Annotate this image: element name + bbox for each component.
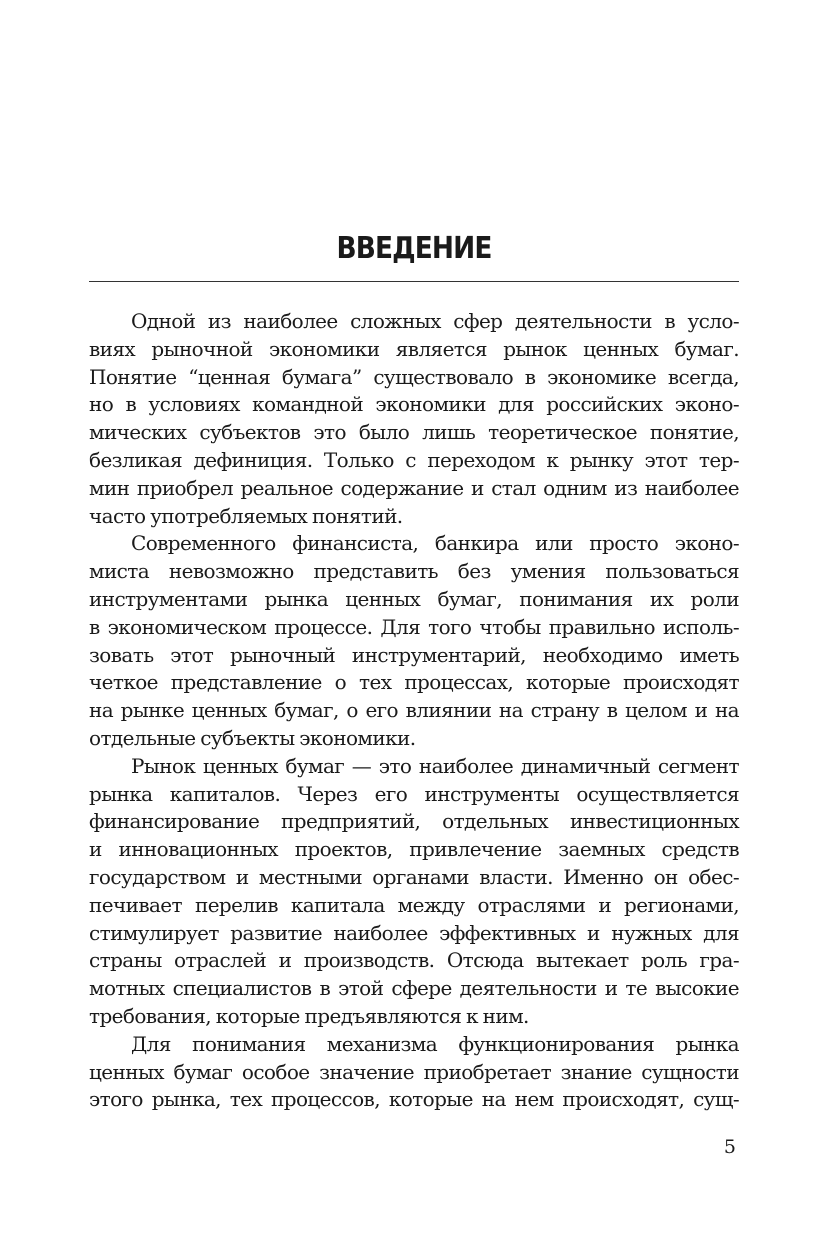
text-line: но в условиях командной экономики для российских эконо- — [89, 392, 739, 417]
text-line: мин приобрел реальное содержание и стал одним из наиболее — [89, 475, 739, 500]
text-line: на рынке ценных бумаг, о его влиянии на страну в целом и на — [89, 698, 739, 723]
text-line: требования, которые предъявляются к ним. — [89, 1003, 529, 1028]
paragraph — [89, 530, 739, 752]
text-line: мотных специалистов в этой сфере деятельности и те высокие — [89, 976, 739, 1001]
paragraph — [89, 308, 739, 530]
text-line: виях рыночной экономики является рынок ценных бумаг. — [89, 336, 739, 361]
text-line: часто употребляемых понятий. — [89, 503, 403, 528]
text-line: государством и местными органами власти. Именно он обес- — [89, 864, 739, 889]
paragraph — [89, 753, 739, 1031]
text-line: рынка капиталов. Через его инструменты осуществляется — [89, 781, 739, 806]
text-line: Рынок ценных бумаг — это наиболее динамичный сегмент — [131, 753, 739, 778]
page-number: 5 — [723, 1136, 736, 1158]
text-line: отдельные субъекты экономики. — [89, 725, 416, 750]
text-line: ценных бумаг особое значение приобретает знание сущности — [89, 1059, 739, 1084]
text-line: безликая дефиниция. Только с переходом к рынку этот тер- — [89, 447, 739, 472]
text-line: зовать этот рыночный инструментарий, необходимо иметь — [89, 642, 739, 667]
text-line: страны отраслей и производств. Отсюда вытекает роль гра- — [89, 948, 739, 973]
text-line: финансирование предприятий, отдельных инвестиционных — [89, 809, 739, 834]
text-line: печивает перелив капитала между отраслями и регионами, — [89, 892, 739, 917]
text-line: и инновационных проектов, привлечение заемных средств — [89, 837, 739, 862]
text-line: в экономическом процессе. Для того чтобы правильно исполь- — [89, 614, 739, 639]
text-line: стимулирует развитие наиболее эффективных и нужных для — [89, 920, 739, 945]
text-line: Современного финансиста, банкира или просто эконо- — [131, 531, 739, 556]
chapter-heading: ВВЕДЕНИЕ — [336, 231, 492, 266]
text-line: Для понимания механизма функционирования рынка — [131, 1031, 739, 1056]
text-line: инструментами рынка ценных бумаг, понимания их роли — [89, 586, 739, 611]
body-text — [89, 308, 739, 1114]
text-line: этого рынка, тех процессов, которые на нем происходят, сущ- — [89, 1087, 739, 1112]
text-line: четкое представление о тех процессах, которые происходят — [89, 670, 739, 695]
text-line: миста невозможно представить без умения пользоваться — [89, 559, 739, 584]
text-line: Одной из наиболее сложных сфер деятельности в усло- — [131, 309, 739, 333]
text-line: мических субъектов это было лишь теоретическое понятие, — [89, 420, 739, 445]
paragraph — [89, 1031, 739, 1114]
heading-rule — [89, 281, 739, 282]
text-line: Понятие “ценная бумага” существовало в экономике всегда, — [89, 364, 739, 389]
